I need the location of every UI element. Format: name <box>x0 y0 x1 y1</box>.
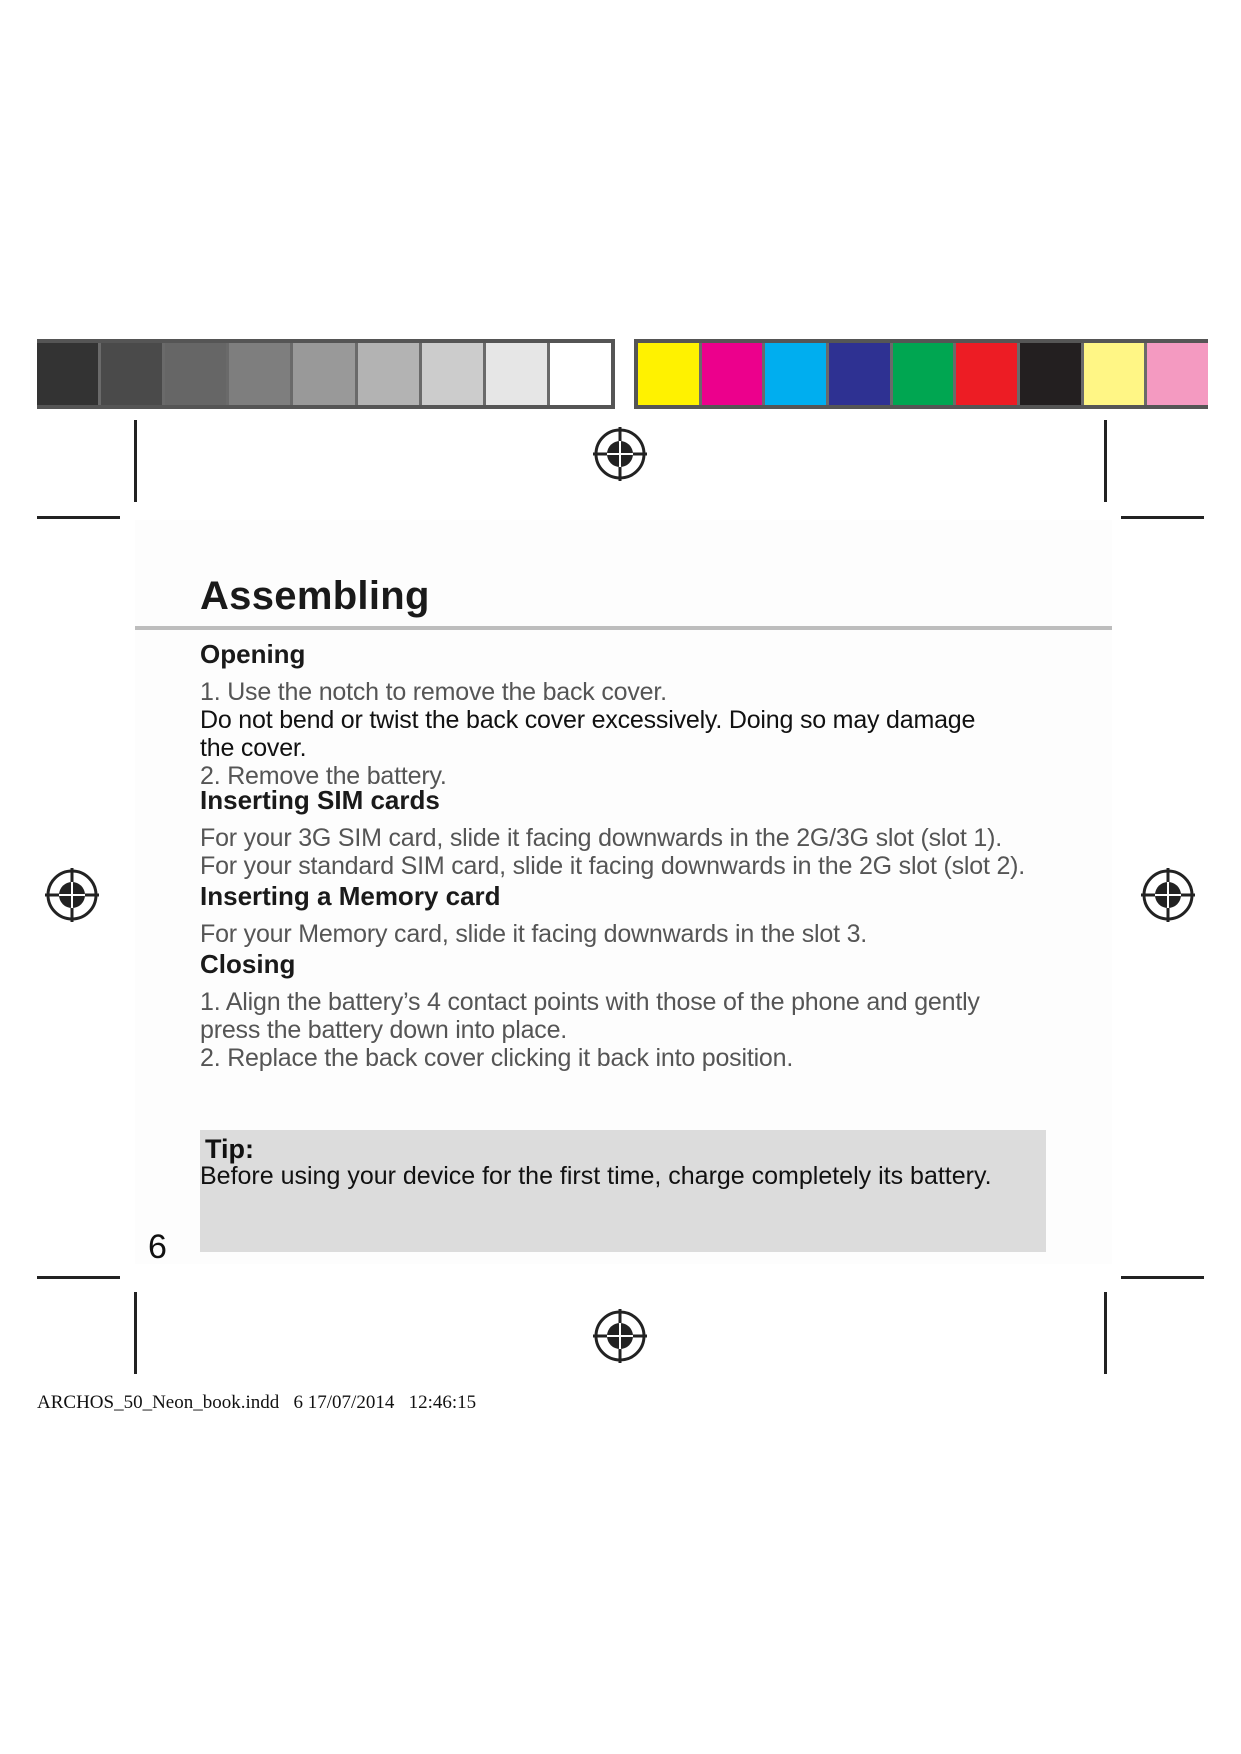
color-swatch-3 <box>765 343 829 405</box>
crop-mark-bottom-right-v <box>1104 1292 1107 1374</box>
tip-label: Tip: <box>205 1134 254 1164</box>
color-swatch-4 <box>829 343 893 405</box>
crop-mark-bottom-right-h <box>1121 1276 1204 1279</box>
gray-swatch-6 <box>358 343 422 405</box>
opening-warning-line-1: Do not bend or twist the back cover excessively. Doing so may damage <box>200 706 976 734</box>
tip-text: Before using your device for the first time, charge completely its battery. <box>200 1162 992 1190</box>
gray-swatch-3 <box>165 343 229 405</box>
closing-step-1-line-1: 1. Align the battery’s 4 contact points with those of the phone and gently <box>200 988 980 1016</box>
opening-step-1: 1. Use the notch to remove the back cover. <box>200 678 667 706</box>
registration-mark-right-icon <box>1139 866 1197 924</box>
title-rule <box>135 626 1112 630</box>
grayscale-bar <box>37 339 615 409</box>
color-swatch-8 <box>1084 343 1148 405</box>
color-swatch-9 <box>1147 343 1208 405</box>
gray-swatch-8 <box>486 343 550 405</box>
crop-mark-top-right-h <box>1121 516 1204 519</box>
gray-swatch-4 <box>229 343 293 405</box>
crop-mark-bottom-left-v <box>134 1292 137 1374</box>
sim-line-1: For your 3G SIM card, slide it facing downwards in the 2G/3G slot (slot 1). <box>200 824 1002 852</box>
printer-slug: ARCHOS_50_Neon_book.indd 6 17/07/2014 12:46:15 <box>37 1392 477 1413</box>
section-content <box>200 638 1100 1072</box>
closing-step-2: 2. Replace the back cover clicking it back into position. <box>200 1044 794 1072</box>
heading-memory: Inserting a Memory card <box>200 881 501 911</box>
tip-box <box>200 1130 1046 1252</box>
page-number: 6 <box>148 1228 167 1266</box>
registration-mark-bottom-icon <box>591 1307 649 1365</box>
crop-mark-top-left-v <box>134 420 137 502</box>
crop-mark-top-left-h <box>37 516 120 519</box>
gray-swatch-7 <box>422 343 486 405</box>
color-swatch-7 <box>1020 343 1084 405</box>
gray-swatch-1 <box>37 343 101 405</box>
gray-swatch-9 <box>550 343 611 405</box>
registration-mark-top-icon <box>591 425 649 483</box>
memory-line-1: For your Memory card, slide it facing downwards in the slot 3. <box>200 920 868 948</box>
heading-opening: Opening <box>200 639 306 669</box>
closing-step-1-line-2: press the battery down into place. <box>200 1016 568 1044</box>
registration-mark-left-icon <box>43 866 101 924</box>
color-swatch-1 <box>638 343 702 405</box>
color-swatch-2 <box>702 343 766 405</box>
gray-swatch-2 <box>101 343 165 405</box>
section-title: Assembling <box>200 574 430 618</box>
opening-warning-line-2: the cover. <box>200 734 307 762</box>
color-swatch-5 <box>893 343 957 405</box>
color-swatch-6 <box>956 343 1020 405</box>
gray-swatch-5 <box>293 343 357 405</box>
crop-mark-bottom-left-h <box>37 1276 120 1279</box>
color-bar <box>634 339 1208 409</box>
heading-sim: Inserting SIM cards <box>200 785 440 815</box>
opening-step-2: 2. Remove the battery. <box>200 762 447 790</box>
heading-closing: Closing <box>200 949 296 979</box>
sim-line-2: For your standard SIM card, slide it facing downwards in the 2G slot (slot 2). <box>200 852 1026 880</box>
crop-mark-top-right-v <box>1104 420 1107 502</box>
